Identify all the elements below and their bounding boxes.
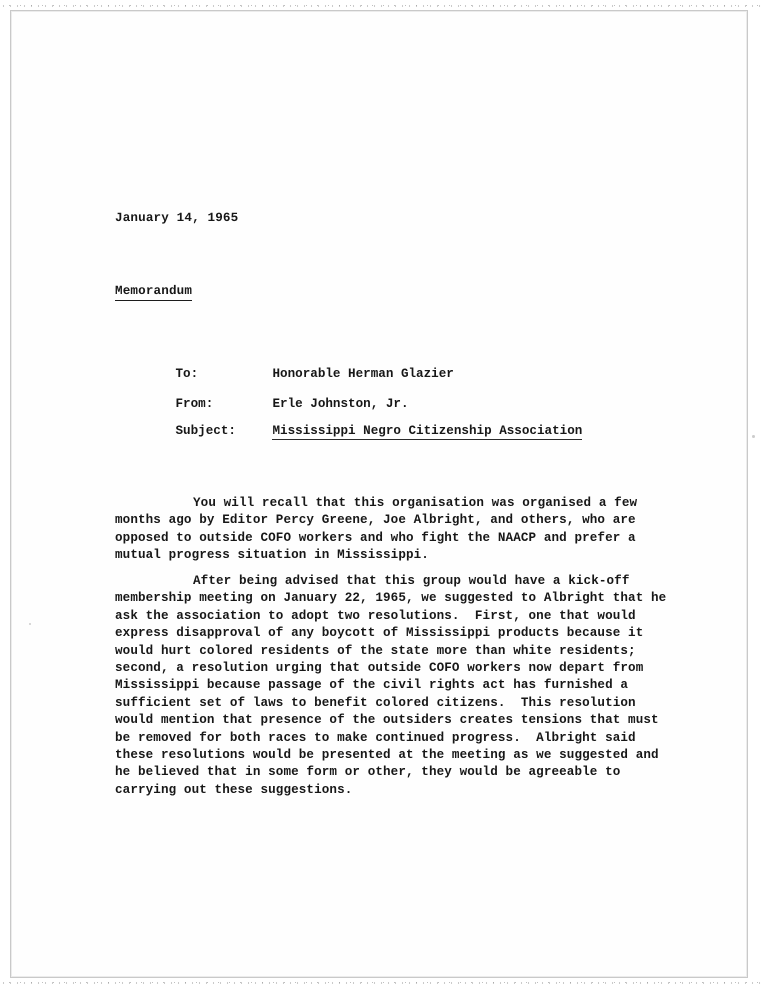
field-subject-label: Subject: — [175, 424, 236, 439]
body-paragraph-2-text: After being advised that this group would have a kick-off membership meeting on January 22, 1965, we suggested to Albright that he ask the association to adopt two resolutions. First, one that would express disapproval of any boycott of Mississippi products because it would hurt colored residents of the state more than white residents; second, a resolution urging that outside COFO workers now depart from Mississippi because passage of the civil rights act has furnished a sufficient set of laws to benefit colored citizens. This resolution would mention that presence of the outsiders creates tensions that must be removed for both races to make continued progress. Albright said these resolutions would be presented at the meeting as we suggested and he believed that in some form or other, they would be agreeable to carrying out these suggestions. — [115, 574, 675, 797]
field-to-label: To: — [175, 367, 199, 382]
body-paragraph-1 — [115, 495, 667, 565]
field-subject — [115, 409, 582, 455]
document-content — [11, 11, 747, 977]
field-from-label: From: — [175, 397, 214, 412]
document-page — [10, 10, 748, 978]
body-paragraph-2 — [115, 573, 675, 799]
field-from-value: Erle Johnston, Jr. — [272, 397, 409, 412]
scan-speck — [752, 435, 755, 438]
scan-bottom-speckle-edge — [0, 978, 763, 987]
memorandum-heading: Memorandum — [115, 284, 192, 301]
body-paragraph-1-text: You will recall that this organisation was organised a few months ago by Editor Percy Greene, Joe Albright, and others, who are opposed to outside COFO workers and who fight the NAACP and prefer a mutual progress situation in Mississippi. — [115, 496, 645, 563]
scan-top-speckle-edge — [0, 1, 763, 10]
field-to-value: Honorable Herman Glazier — [272, 367, 454, 382]
scan-speck — [29, 623, 31, 625]
document-date: January 14, 1965 — [115, 211, 239, 225]
field-subject-value: Mississippi Negro Citizenship Association — [272, 424, 583, 439]
